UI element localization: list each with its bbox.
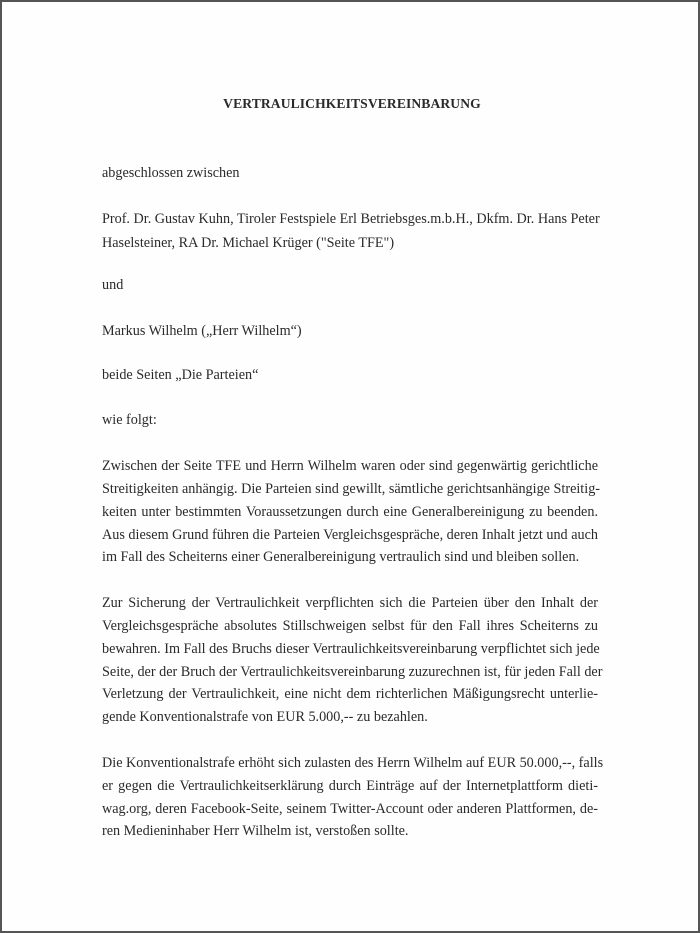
- party-a-line-2: Haselsteiner, RA Dr. Michael Krüger ("Seite TFE"): [102, 235, 395, 251]
- both-sides-text: beide Seiten „Die Parteien“: [102, 367, 259, 383]
- paragraph-2-line-5: Verletzung der Vertraulichkeit, eine nicht dem richterlichen Mäßigungsrecht unterlie-: [102, 686, 598, 702]
- paragraph-3-line-1: Die Konventionalstrafe erhöht sich zulasten des Herrn Wilhelm auf EUR 50.000,--, falls: [102, 755, 604, 771]
- as-follows-text: wie folgt:: [102, 412, 157, 428]
- paragraph-2-line-2: Vergleichsgespräche absolutes Stillschweigen selbst für den Fall ihres Scheiterns zu: [102, 618, 598, 634]
- paragraph-2-line-4: Seite, der der Bruch der Vertraulichkeitsvereinbarung zuzurechnen ist, für jeden Fall der: [102, 664, 603, 680]
- party-b-text: Markus Wilhelm („Herr Wilhelm“): [102, 323, 302, 339]
- party-a-line-1: Prof. Dr. Gustav Kuhn, Tiroler Festspiele Erl Betriebsges.m.b.H., Dkfm. Dr. Hans Peter: [102, 211, 600, 227]
- paragraph-1-line-1: Zwischen der Seite TFE und Herrn Wilhelm waren oder sind gegenwärtig gerichtliche: [102, 458, 598, 474]
- paragraph-2-line-1: Zur Sicherung der Vertraulichkeit verpflichten sich die Parteien über den Inhalt der: [102, 595, 598, 611]
- paragraph-1-line-5: im Fall des Scheiterns einer Generalbereinigung vertraulich sind und bleiben sollen.: [102, 549, 580, 565]
- paragraph-1-line-2: Streitigkeiten anhängig. Die Parteien sind gewillt, sämtliche gerichtsanhängige Streitig-: [102, 481, 601, 497]
- paragraph-1-line-4: Aus diesem Grund führen die Parteien Vergleichsgespräche, deren Inhalt jetzt und auch: [102, 527, 598, 543]
- paragraph-3-line-2: er gegen die Vertraulichkeitserklärung durch Einträge auf der Internetplattform dieti-: [102, 778, 598, 794]
- intro-text: abgeschlossen zwischen: [102, 165, 240, 181]
- paragraph-2-line-3: bewahren. Im Fall des Bruchs dieser Vertraulichkeitsvereinbarung verpflichtet sich jede: [102, 641, 600, 657]
- paragraph-2-line-6: gende Konventionalstrafe von EUR 5.000,-- zu bezahlen.: [102, 709, 428, 725]
- paragraph-3-line-3: wag.org, deren Facebook-Seite, seinem Twitter-Account oder anderen Plattformen, de-: [102, 801, 598, 817]
- document-title: VERTRAULICHKEITSVEREINBARUNG: [223, 96, 481, 111]
- paragraph-3-line-4: ren Medieninhaber Herr Wilhelm ist, verstoßen sollte.: [102, 823, 409, 839]
- and-text: und: [102, 277, 124, 293]
- paragraph-1-line-3: keiten unter bestimmten Voraussetzungen durch eine Generalbereinigung zu beenden.: [102, 504, 598, 520]
